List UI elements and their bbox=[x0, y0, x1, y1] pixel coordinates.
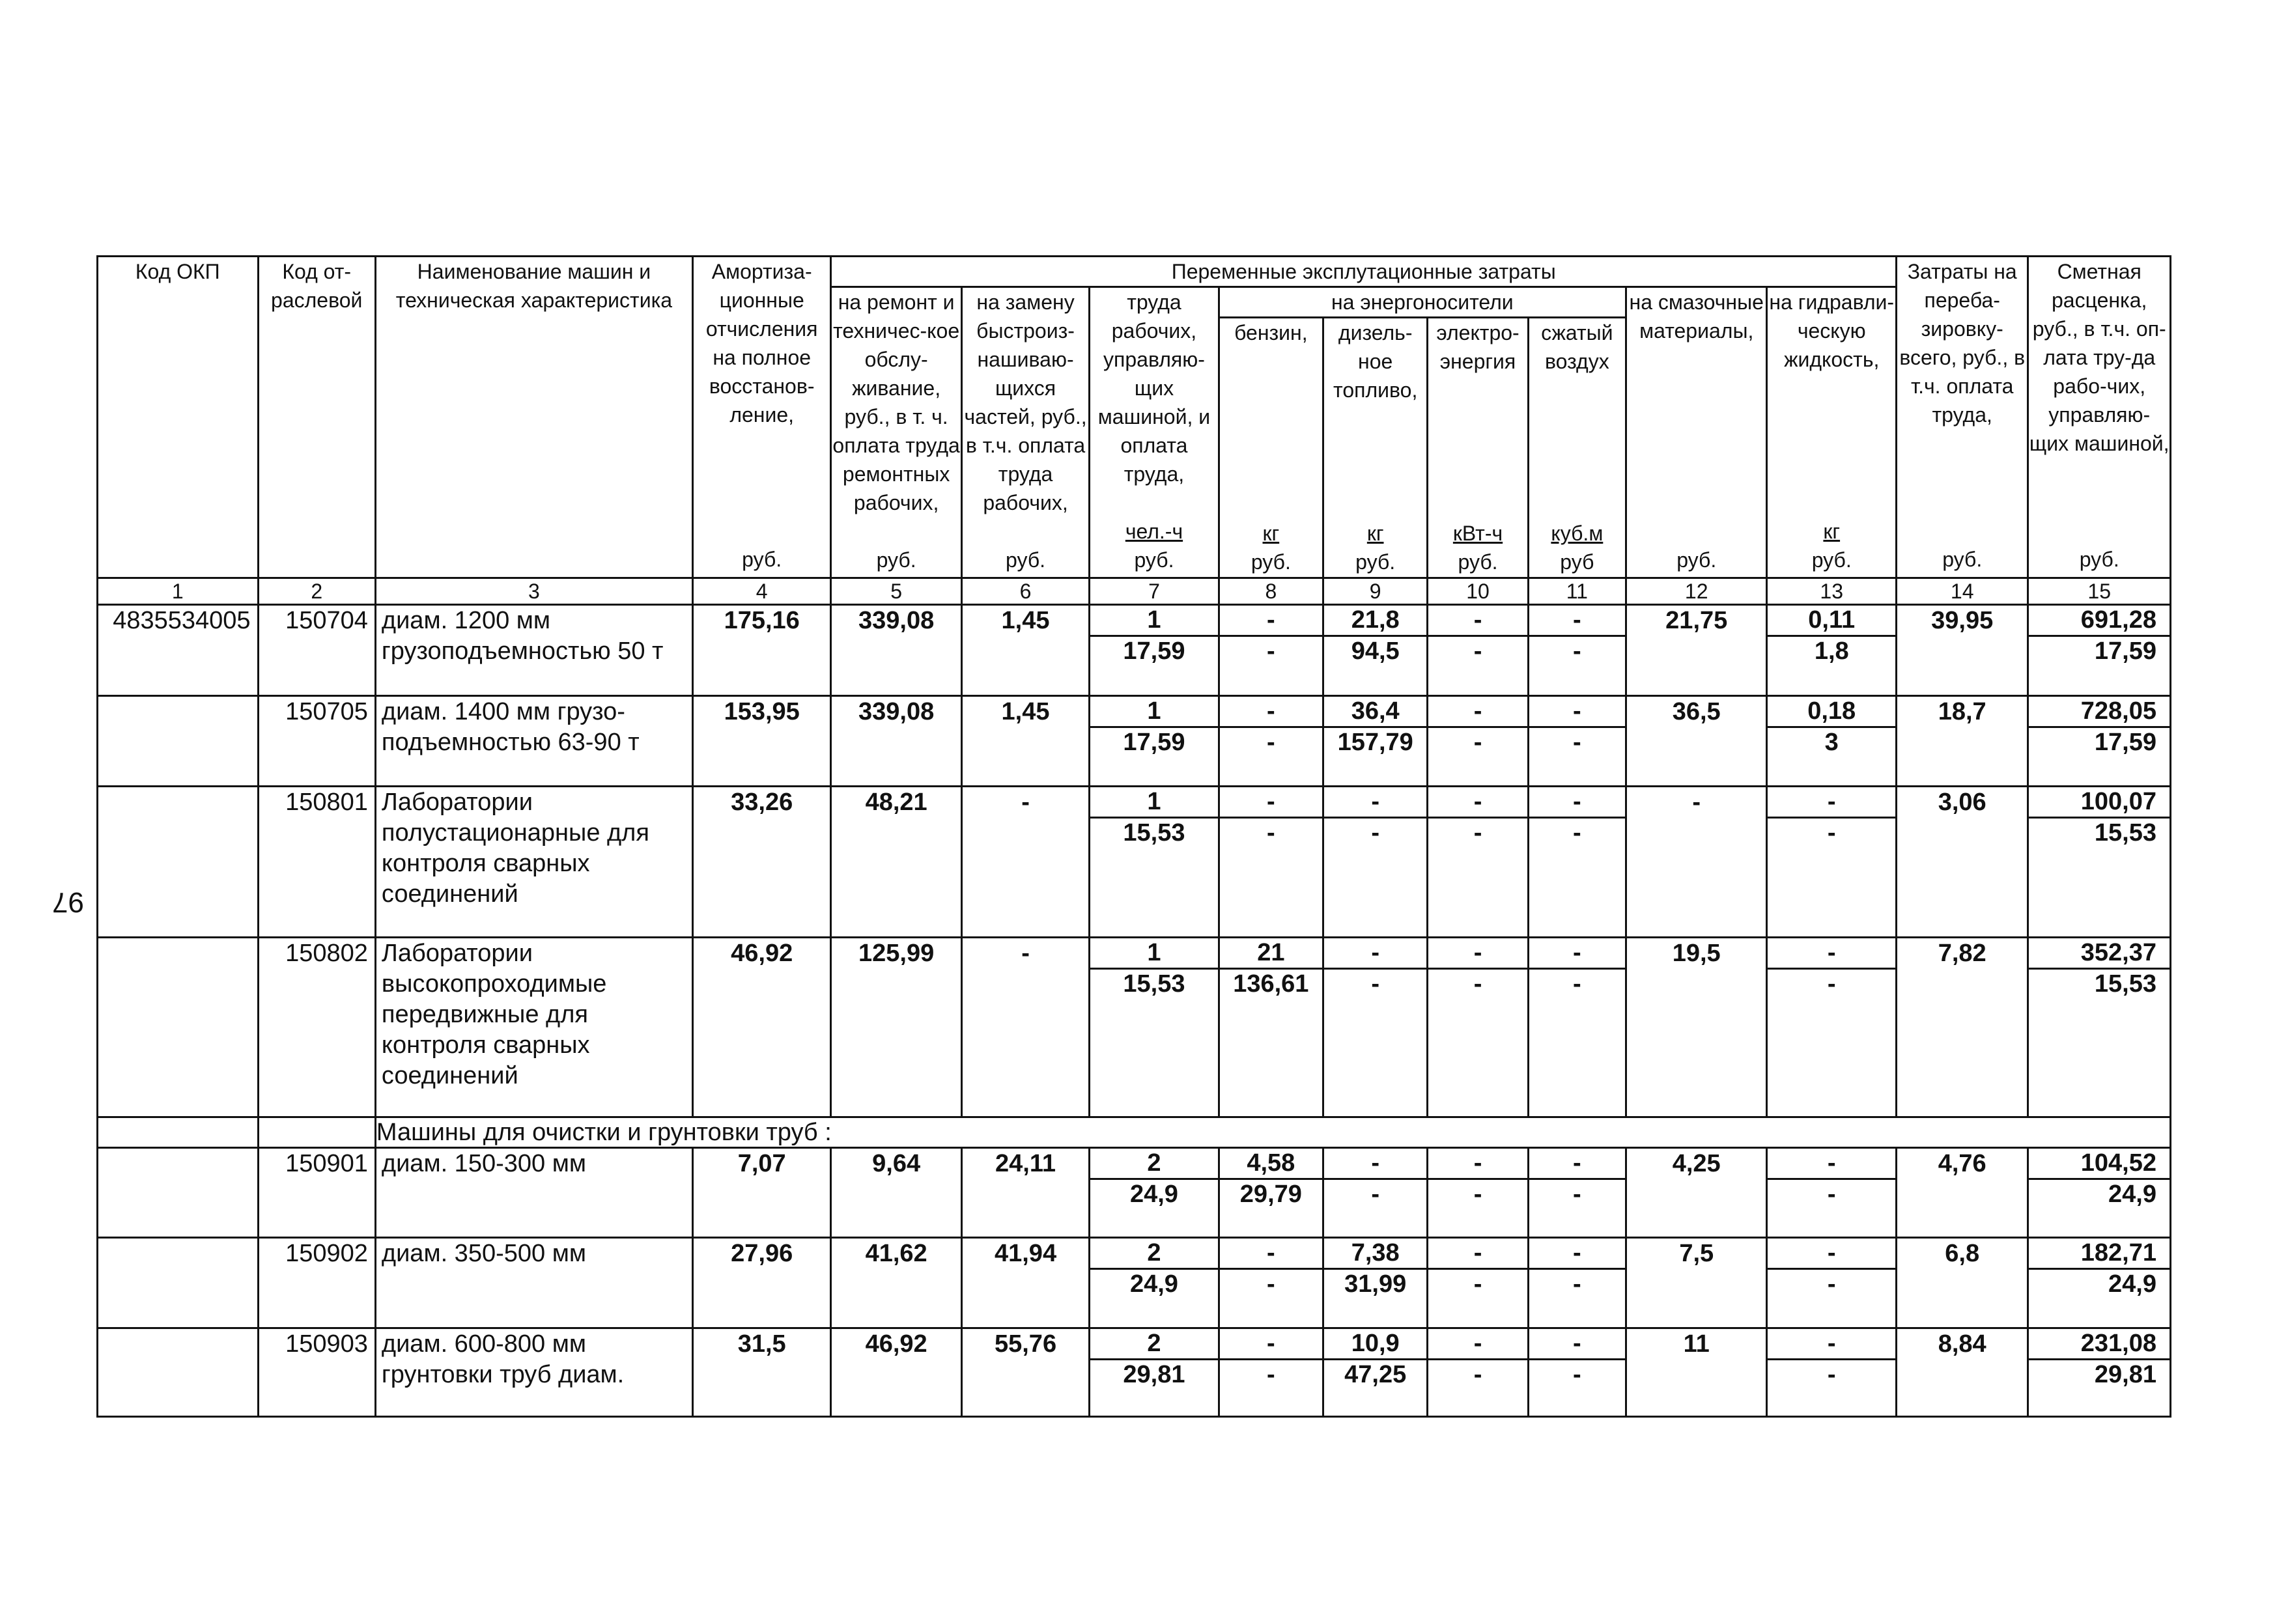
electro-cell bbox=[1428, 1238, 1528, 1328]
air-cell-value: - bbox=[1529, 606, 1625, 637]
okp-code bbox=[98, 938, 259, 1117]
machine-name: диам. 1200 мм грузоподъемностью 50 т bbox=[375, 605, 692, 696]
estimate-cell bbox=[2028, 787, 2171, 938]
petrol-label: бензин, bbox=[1234, 321, 1308, 344]
hydro-cell bbox=[1767, 605, 1897, 696]
header-petrol bbox=[1219, 318, 1323, 578]
col-num: 9 bbox=[1323, 578, 1428, 605]
branch-code: 150801 bbox=[258, 787, 375, 938]
estimate-cell-wage: 17,59 bbox=[2094, 637, 2156, 665]
electro-cell bbox=[1428, 938, 1528, 1117]
labor-unit-rub: руб. bbox=[1134, 548, 1174, 572]
header-air bbox=[1528, 318, 1626, 578]
repair-label: на ремонт и техничес-кое обслу-живание, руб., в т. ч. оплата труда ремонтных рабочих, bbox=[832, 290, 960, 514]
replace-value: 55,76 bbox=[961, 1328, 1089, 1417]
repair-value: 125,99 bbox=[831, 938, 961, 1117]
estimate-cell-value: 728,05 bbox=[2029, 697, 2170, 728]
hydro-cell-value: 0,11 bbox=[1768, 606, 1895, 637]
air-cell bbox=[1528, 1328, 1626, 1417]
table-row bbox=[98, 787, 2171, 938]
table-row bbox=[98, 1238, 2171, 1328]
labor-cell-wage: 24,9 bbox=[1129, 1270, 1178, 1298]
diesel-cell-wage: 47,25 bbox=[1344, 1361, 1407, 1388]
labor-cell-wage: 24,9 bbox=[1129, 1181, 1178, 1208]
electro-cell-value: - bbox=[1428, 787, 1527, 819]
petrol-cell-value: - bbox=[1220, 606, 1322, 637]
okp-code bbox=[98, 787, 259, 938]
diesel-cell-value: 10,9 bbox=[1324, 1329, 1426, 1360]
labor-cell bbox=[1090, 787, 1219, 938]
labor-cell bbox=[1090, 1328, 1219, 1417]
electro-unit-kwh: кВт-ч bbox=[1452, 522, 1503, 545]
hydro-cell-wage: - bbox=[1827, 1361, 1836, 1388]
diesel-cell-value: - bbox=[1324, 787, 1426, 819]
diesel-cell-wage: 31,99 bbox=[1344, 1270, 1407, 1298]
lube-value: 4,25 bbox=[1626, 1148, 1767, 1238]
diesel-cell-wage: - bbox=[1371, 819, 1380, 847]
estimate-cell bbox=[2028, 938, 2171, 1117]
lube-unit: руб. bbox=[1676, 548, 1717, 572]
air-cell bbox=[1528, 938, 1626, 1117]
labor-cell bbox=[1090, 1148, 1219, 1238]
labor-cell-value: 2 bbox=[1090, 1239, 1217, 1270]
lube-value: 11 bbox=[1626, 1328, 1767, 1417]
estimate-cell bbox=[2028, 1238, 2171, 1328]
branch-code: 150802 bbox=[258, 938, 375, 1117]
air-cell-value: - bbox=[1529, 938, 1625, 970]
petrol-cell bbox=[1219, 938, 1323, 1117]
branch-code: 150705 bbox=[258, 696, 375, 787]
petrol-cell bbox=[1219, 605, 1323, 696]
air-cell-value: - bbox=[1529, 1329, 1625, 1360]
repair-value: 48,21 bbox=[831, 787, 961, 938]
hydro-cell bbox=[1767, 696, 1897, 787]
lube-value: 21,75 bbox=[1626, 605, 1767, 696]
diesel-cell-value: 21,8 bbox=[1324, 606, 1426, 637]
petrol-cell-wage: - bbox=[1267, 729, 1275, 756]
hydro-cell bbox=[1767, 1148, 1897, 1238]
hydro-cell-wage: - bbox=[1827, 1270, 1836, 1298]
replace-unit: руб. bbox=[1006, 548, 1046, 572]
electro-unit-rub: руб. bbox=[1458, 550, 1498, 574]
okp-code bbox=[98, 696, 259, 787]
labor-cell-value: 2 bbox=[1090, 1329, 1217, 1360]
header-rebase bbox=[1897, 257, 2028, 578]
rebase-label: Затраты на переба-зировку-всего, руб., в т.ч. оплата труда, bbox=[1899, 260, 2026, 427]
diesel-cell-wage: - bbox=[1371, 1181, 1380, 1208]
electro-label: электро-энергия bbox=[1436, 321, 1520, 373]
petrol-cell-wage: - bbox=[1267, 1270, 1275, 1298]
estimate-label: Сметная расценка, руб., в т.ч. оп-лата тру-да рабо-чих, управляю-щих машиной, bbox=[2029, 260, 2170, 455]
labor-cell bbox=[1090, 605, 1219, 696]
petrol-cell bbox=[1219, 1238, 1323, 1328]
header-energy: на энергоносители bbox=[1219, 287, 1626, 318]
okp-code bbox=[98, 1328, 259, 1417]
diesel-cell bbox=[1323, 605, 1428, 696]
electro-cell-wage: - bbox=[1473, 1181, 1482, 1208]
page-number: 97 bbox=[52, 886, 84, 918]
labor-cell bbox=[1090, 1238, 1219, 1328]
lube-value: 36,5 bbox=[1626, 696, 1767, 787]
rates-table-sheet bbox=[96, 255, 2171, 1418]
diesel-label: дизель-ное топливо, bbox=[1333, 321, 1418, 402]
diesel-cell-value: 7,38 bbox=[1324, 1239, 1426, 1270]
electro-cell bbox=[1428, 696, 1528, 787]
replace-value: 24,11 bbox=[961, 1148, 1089, 1238]
replace-value: - bbox=[961, 938, 1089, 1117]
estimate-cell-value: 104,52 bbox=[2029, 1149, 2170, 1180]
petrol-cell bbox=[1219, 1148, 1323, 1238]
petrol-cell-value: 21 bbox=[1220, 938, 1322, 970]
air-cell bbox=[1528, 605, 1626, 696]
air-cell-value: - bbox=[1529, 1149, 1625, 1180]
col-num: 10 bbox=[1428, 578, 1528, 605]
labor-cell-value: 2 bbox=[1090, 1149, 1217, 1180]
branch-code: 150903 bbox=[258, 1328, 375, 1417]
diesel-cell bbox=[1323, 1148, 1428, 1238]
hydro-cell bbox=[1767, 1328, 1897, 1417]
header-labor bbox=[1090, 287, 1219, 578]
repair-value: 46,92 bbox=[831, 1328, 961, 1417]
labor-unit-hours: чел.-ч bbox=[1125, 520, 1183, 543]
col-num: 4 bbox=[692, 578, 830, 605]
estimate-cell-value: 352,37 bbox=[2029, 938, 2170, 970]
repair-value: 339,08 bbox=[831, 696, 961, 787]
petrol-cell-value: - bbox=[1220, 787, 1322, 819]
replace-label: на замену быстроиз-нашиваю-щихся частей, руб., в т.ч. оплата труда рабочих, bbox=[964, 290, 1087, 514]
table-row bbox=[98, 1328, 2171, 1417]
labor-cell-wage: 17,59 bbox=[1123, 729, 1185, 756]
electro-cell-wage: - bbox=[1473, 729, 1482, 756]
lube-value: 19,5 bbox=[1626, 938, 1767, 1117]
amortization-value: 175,16 bbox=[692, 605, 830, 696]
estimate-cell bbox=[2028, 1148, 2171, 1238]
estimate-cell-wage: 15,53 bbox=[2094, 819, 2156, 847]
petrol-cell-wage: - bbox=[1267, 637, 1275, 665]
diesel-cell-wage: 94,5 bbox=[1351, 637, 1400, 665]
estimate-cell-wage: 24,9 bbox=[2108, 1181, 2156, 1208]
column-number-row bbox=[98, 578, 2171, 605]
hydro-cell-value: - bbox=[1768, 1329, 1895, 1360]
table-body-main bbox=[98, 605, 2171, 1117]
estimate-cell-wage: 24,9 bbox=[2108, 1270, 2156, 1298]
air-unit-rub: руб bbox=[1560, 550, 1594, 574]
electro-cell-value: - bbox=[1428, 938, 1527, 970]
hydro-cell bbox=[1767, 787, 1897, 938]
replace-value: - bbox=[961, 787, 1089, 938]
replace-value: 1,45 bbox=[961, 696, 1089, 787]
diesel-cell-value: - bbox=[1324, 1149, 1426, 1180]
col-num: 7 bbox=[1090, 578, 1219, 605]
hydro-cell-wage: 1,8 bbox=[1814, 637, 1849, 665]
branch-code: 150901 bbox=[258, 1148, 375, 1238]
replace-value: 1,45 bbox=[961, 605, 1089, 696]
estimate-cell bbox=[2028, 696, 2171, 787]
petrol-cell-wage: 136,61 bbox=[1233, 970, 1309, 998]
petrol-cell-value: 4,58 bbox=[1220, 1149, 1322, 1180]
diesel-cell bbox=[1323, 1328, 1428, 1417]
header-repair bbox=[831, 287, 961, 578]
electro-cell bbox=[1428, 1328, 1528, 1417]
hydro-cell-value: - bbox=[1768, 1149, 1895, 1180]
header-okp: Код ОКП bbox=[98, 257, 259, 578]
hydro-cell-wage: - bbox=[1827, 970, 1836, 998]
petrol-cell bbox=[1219, 696, 1323, 787]
hydro-cell-value: 0,18 bbox=[1768, 697, 1895, 728]
okp-code: 4835534005 bbox=[98, 605, 259, 696]
electro-cell bbox=[1428, 787, 1528, 938]
section-block bbox=[98, 1117, 2171, 1148]
lube-value: - bbox=[1626, 787, 1767, 938]
repair-unit: руб. bbox=[876, 548, 916, 572]
air-cell-value: - bbox=[1529, 697, 1625, 728]
hydro-cell bbox=[1767, 938, 1897, 1117]
rebase-value: 7,82 bbox=[1897, 938, 2028, 1117]
diesel-cell bbox=[1323, 696, 1428, 787]
hydro-unit-kg: кг bbox=[1823, 520, 1841, 543]
machine-name: диам. 1400 мм грузо-подъемностью 63-90 т bbox=[375, 696, 692, 787]
machine-name: диам. 150-300 мм bbox=[375, 1148, 692, 1238]
electro-cell bbox=[1428, 1148, 1528, 1238]
header-name: Наименование машин и техническая характеристика bbox=[375, 257, 692, 578]
electro-cell-value: - bbox=[1428, 1149, 1527, 1180]
okp-code bbox=[98, 1148, 259, 1238]
labor-cell-wage: 29,81 bbox=[1123, 1361, 1185, 1388]
amort-label: Амортиза-ционные отчисления на полное восстанов-ление, bbox=[705, 260, 818, 427]
col-num: 12 bbox=[1626, 578, 1767, 605]
rebase-value: 3,06 bbox=[1897, 787, 2028, 938]
petrol-cell-value: - bbox=[1220, 697, 1322, 728]
labor-cell-value: 1 bbox=[1090, 606, 1217, 637]
diesel-cell-wage: - bbox=[1371, 970, 1380, 998]
header-electro bbox=[1428, 318, 1528, 578]
replace-value: 41,94 bbox=[961, 1238, 1089, 1328]
labor-cell-value: 1 bbox=[1090, 938, 1217, 970]
table-row bbox=[98, 938, 2171, 1117]
petrol-cell-value: - bbox=[1220, 1239, 1322, 1270]
air-cell-wage: - bbox=[1573, 637, 1581, 665]
header-replace bbox=[961, 287, 1089, 578]
header-amortization bbox=[692, 257, 830, 578]
labor-cell-wage: 15,53 bbox=[1123, 819, 1185, 847]
rebase-unit: руб. bbox=[1942, 548, 1983, 571]
branch-code: 150704 bbox=[258, 605, 375, 696]
col-num: 2 bbox=[258, 578, 375, 605]
hydro-cell-value: - bbox=[1768, 1239, 1895, 1270]
electro-cell-value: - bbox=[1428, 1239, 1527, 1270]
electro-cell bbox=[1428, 605, 1528, 696]
labor-label: труда рабочих, управляю-щих машиной, и оплата труда, bbox=[1097, 290, 1211, 486]
estimate-cell bbox=[2028, 1328, 2171, 1417]
section-spacer bbox=[98, 1117, 259, 1148]
estimate-unit: руб. bbox=[2079, 548, 2119, 571]
estimate-cell bbox=[2028, 605, 2171, 696]
petrol-cell-wage: 29,79 bbox=[1239, 1181, 1302, 1208]
petrol-unit-kg: кг bbox=[1262, 522, 1280, 545]
estimate-cell-value: 100,07 bbox=[2029, 787, 2170, 819]
rebase-value: 8,84 bbox=[1897, 1328, 2028, 1417]
hydro-cell-value: - bbox=[1768, 787, 1895, 819]
col-num: 6 bbox=[961, 578, 1089, 605]
branch-code: 150902 bbox=[258, 1238, 375, 1328]
labor-cell-value: 1 bbox=[1090, 697, 1217, 728]
diesel-cell bbox=[1323, 1238, 1428, 1328]
section-spacer bbox=[258, 1117, 375, 1148]
table-body-cleaning bbox=[98, 1148, 2171, 1417]
labor-cell-wage: 17,59 bbox=[1123, 637, 1185, 665]
rebase-value: 18,7 bbox=[1897, 696, 2028, 787]
electro-cell-value: - bbox=[1428, 697, 1527, 728]
air-cell-value: - bbox=[1529, 1239, 1625, 1270]
machine-name: Лаборатории высокопроходимые передвижные для контроля сварных соединений bbox=[375, 938, 692, 1117]
estimate-cell-wage: 15,53 bbox=[2094, 970, 2156, 998]
estimate-cell-wage: 29,81 bbox=[2094, 1361, 2156, 1388]
estimate-cell-value: 231,08 bbox=[2029, 1329, 2170, 1360]
air-cell-wage: - bbox=[1573, 970, 1581, 998]
electro-cell-wage: - bbox=[1473, 637, 1482, 665]
electro-cell-wage: - bbox=[1473, 819, 1482, 847]
labor-cell bbox=[1090, 938, 1219, 1117]
electro-cell-wage: - bbox=[1473, 1361, 1482, 1388]
header-diesel bbox=[1323, 318, 1428, 578]
diesel-cell-value: - bbox=[1324, 938, 1426, 970]
amortization-value: 31,5 bbox=[692, 1328, 830, 1417]
diesel-unit-rub: руб. bbox=[1355, 550, 1396, 574]
air-cell-wage: - bbox=[1573, 819, 1581, 847]
electro-cell-wage: - bbox=[1473, 1270, 1482, 1298]
section-title: Машины для очистки и грунтовки труб : bbox=[375, 1117, 2170, 1148]
repair-value: 339,08 bbox=[831, 605, 961, 696]
electro-cell-wage: - bbox=[1473, 970, 1482, 998]
lube-value: 7,5 bbox=[1626, 1238, 1767, 1328]
hydro-cell-value: - bbox=[1768, 938, 1895, 970]
air-label: сжатый воздух bbox=[1541, 321, 1613, 373]
diesel-cell bbox=[1323, 938, 1428, 1117]
col-num: 13 bbox=[1767, 578, 1897, 605]
machine-name: Лаборатории полустационарные для контроля сварных соединений bbox=[375, 787, 692, 938]
repair-value: 41,62 bbox=[831, 1238, 961, 1328]
machine-rates-table bbox=[96, 255, 2171, 1418]
air-cell-value: - bbox=[1529, 787, 1625, 819]
okp-code bbox=[98, 1238, 259, 1328]
col-num: 11 bbox=[1528, 578, 1626, 605]
col-num: 8 bbox=[1219, 578, 1323, 605]
petrol-cell-wage: - bbox=[1267, 819, 1275, 847]
labor-cell-wage: 15,53 bbox=[1123, 970, 1185, 998]
hydro-cell-wage: - bbox=[1827, 819, 1836, 847]
hydro-cell-wage: 3 bbox=[1824, 729, 1839, 756]
diesel-cell-value: 36,4 bbox=[1324, 697, 1426, 728]
col-num: 15 bbox=[2028, 578, 2171, 605]
lube-label: на смазочные материалы, bbox=[1629, 290, 1764, 343]
header-variable-costs: Переменные эксплутационные затраты bbox=[831, 257, 1897, 287]
col-num: 3 bbox=[375, 578, 692, 605]
estimate-cell-value: 182,71 bbox=[2029, 1239, 2170, 1270]
amortization-value: 153,95 bbox=[692, 696, 830, 787]
estimate-cell-wage: 17,59 bbox=[2094, 729, 2156, 756]
amortization-value: 33,26 bbox=[692, 787, 830, 938]
amort-unit: руб. bbox=[742, 548, 782, 571]
diesel-cell-wage: 157,79 bbox=[1337, 729, 1413, 756]
amortization-value: 7,07 bbox=[692, 1148, 830, 1238]
header-branch-code: Код от-раслевой bbox=[258, 257, 375, 578]
table-row bbox=[98, 605, 2171, 696]
amortization-value: 46,92 bbox=[692, 938, 830, 1117]
hydro-unit-rub: руб. bbox=[1811, 548, 1852, 572]
repair-value: 9,64 bbox=[831, 1148, 961, 1238]
labor-cell bbox=[1090, 696, 1219, 787]
electro-cell-value: - bbox=[1428, 606, 1527, 637]
header-hydro bbox=[1767, 287, 1897, 578]
labor-cell-value: 1 bbox=[1090, 787, 1217, 819]
air-unit-m3: куб.м bbox=[1551, 522, 1604, 545]
amortization-value: 27,96 bbox=[692, 1238, 830, 1328]
petrol-cell-value: - bbox=[1220, 1329, 1322, 1360]
rebase-value: 39,95 bbox=[1897, 605, 2028, 696]
rebase-value: 6,8 bbox=[1897, 1238, 2028, 1328]
machine-name: диам. 350-500 мм bbox=[375, 1238, 692, 1328]
hydro-cell-wage: - bbox=[1827, 1181, 1836, 1208]
petrol-cell bbox=[1219, 1328, 1323, 1417]
air-cell-wage: - bbox=[1573, 1181, 1581, 1208]
diesel-cell bbox=[1323, 787, 1428, 938]
air-cell-wage: - bbox=[1573, 1361, 1581, 1388]
air-cell bbox=[1528, 1238, 1626, 1328]
electro-cell-value: - bbox=[1428, 1329, 1527, 1360]
petrol-cell-wage: - bbox=[1267, 1361, 1275, 1388]
header-lube bbox=[1626, 287, 1767, 578]
hydro-cell bbox=[1767, 1238, 1897, 1328]
air-cell-wage: - bbox=[1573, 1270, 1581, 1298]
hydro-label: на гидравли-ческую жидкость, bbox=[1769, 290, 1895, 371]
col-num: 5 bbox=[831, 578, 961, 605]
air-cell bbox=[1528, 787, 1626, 938]
air-cell-wage: - bbox=[1573, 729, 1581, 756]
header-estimate bbox=[2028, 257, 2171, 578]
diesel-unit-kg: кг bbox=[1366, 522, 1384, 545]
estimate-cell-value: 691,28 bbox=[2029, 606, 2170, 637]
table-row bbox=[98, 696, 2171, 787]
machine-name: диам. 600-800 мм грунтовки труб диам. bbox=[375, 1328, 692, 1417]
air-cell bbox=[1528, 696, 1626, 787]
petrol-unit-rub: руб. bbox=[1251, 550, 1291, 574]
petrol-cell bbox=[1219, 787, 1323, 938]
table-row bbox=[98, 1148, 2171, 1238]
air-cell bbox=[1528, 1148, 1626, 1238]
rebase-value: 4,76 bbox=[1897, 1148, 2028, 1238]
col-num: 14 bbox=[1897, 578, 2028, 605]
col-num: 1 bbox=[98, 578, 259, 605]
